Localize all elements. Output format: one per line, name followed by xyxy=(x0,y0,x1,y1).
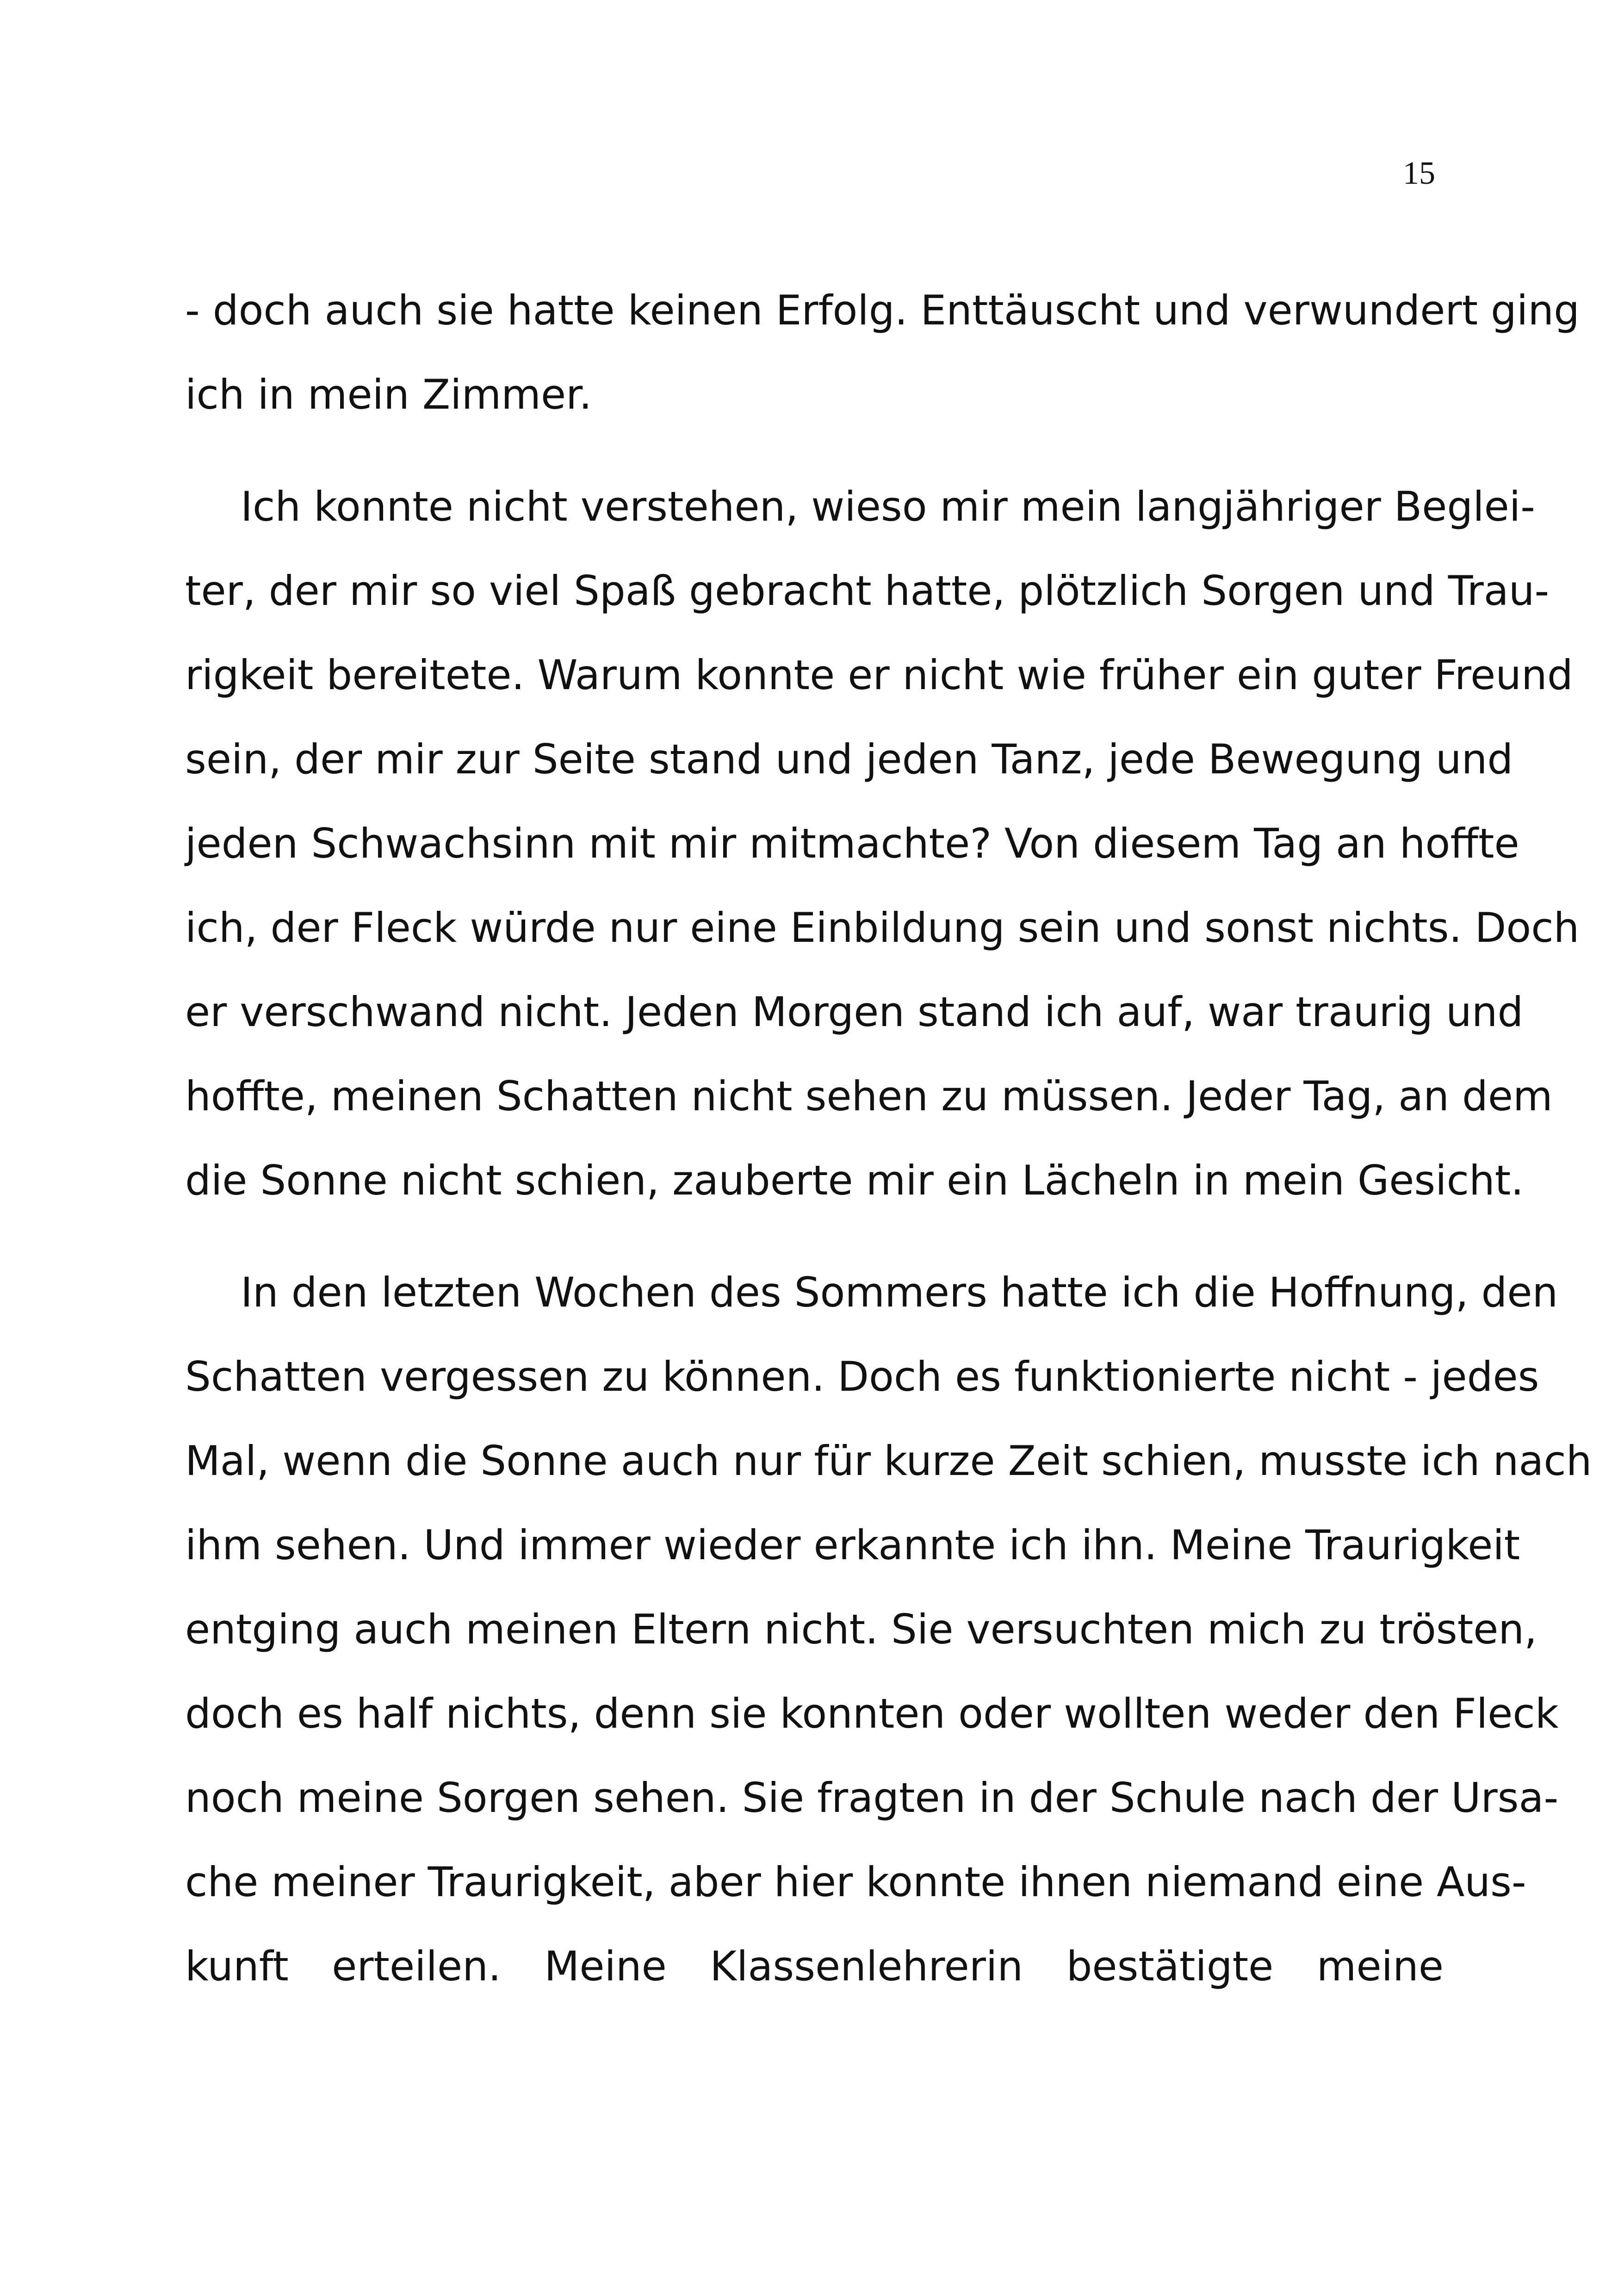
text-line: ter, der mir so viel Spaß gebracht hatte, plötzlich Sorgen und Trau- xyxy=(185,567,1550,615)
text-line: sein, der mir zur Seite stand und jeden Tanz, jede Bewegung und xyxy=(185,735,1513,783)
text-line: ihm sehen. Und immer wieder erkannte ich ihn. Meine Traurigkeit xyxy=(185,1521,1520,1569)
text-line: doch es half nichts, denn sie konnten oder wollten weder den Fleck xyxy=(185,1690,1559,1737)
text-line: er verschwand nicht. Jeden Morgen stand ich auf, war traurig und xyxy=(185,988,1524,1036)
text-line: rigkeit bereitete. Warum konnte er nicht wie früher ein guter Freund xyxy=(185,651,1573,699)
paragraph xyxy=(185,268,1580,437)
text-line: Mal, wenn die Sonne auch nur für kurze Zeit schien, musste ich nach xyxy=(185,1437,1592,1485)
text-line: ich in mein Zimmer. xyxy=(185,371,592,418)
paragraph xyxy=(185,1251,1592,2009)
text-line: che meiner Traurigkeit, aber hier konnte ihnen niemand eine Aus- xyxy=(185,1858,1526,1906)
text-line: noch meine Sorgen sehen. Sie fragten in der Schule nach der Ursa- xyxy=(185,1774,1559,1822)
page-body xyxy=(185,268,1592,2009)
text-line: hoffte, meinen Schatten nicht sehen zu müssen. Jeder Tag, an dem xyxy=(185,1072,1553,1120)
text-line: die Sonne nicht schien, zauberte mir ein Lächeln in mein Gesicht. xyxy=(185,1157,1524,1204)
text-line: - doch auch sie hatte keinen Erfolg. Enttäuscht und verwundert ging xyxy=(185,286,1580,334)
paragraph-gap xyxy=(185,1223,1444,1251)
paragraph-gap xyxy=(185,437,1444,465)
text-line: In den letzten Wochen des Sommers hatte ich die Hoffnung, den xyxy=(241,1269,1558,1316)
text-line: Ich konnte nicht verstehen, wieso mir mein langjähriger Beglei- xyxy=(241,483,1535,530)
text-line: Schatten vergessen zu können. Doch es funktionierte nicht - jedes xyxy=(185,1353,1539,1400)
text-line: jeden Schwachsinn mit mir mitmachte? Von diesem Tag an hoffte xyxy=(185,820,1519,867)
text-line: kunft erteilen. Meine Klassenlehrerin bestätigte meine xyxy=(185,1942,1444,1990)
paragraph xyxy=(185,465,1580,1223)
text-line: entging auch meinen Eltern nicht. Sie versuchten mich zu trösten, xyxy=(185,1605,1537,1653)
text-line: ich, der Fleck würde nur eine Einbildung sein und sonst nichts. Doch xyxy=(185,904,1580,952)
page-number: 15 xyxy=(1403,156,1435,191)
